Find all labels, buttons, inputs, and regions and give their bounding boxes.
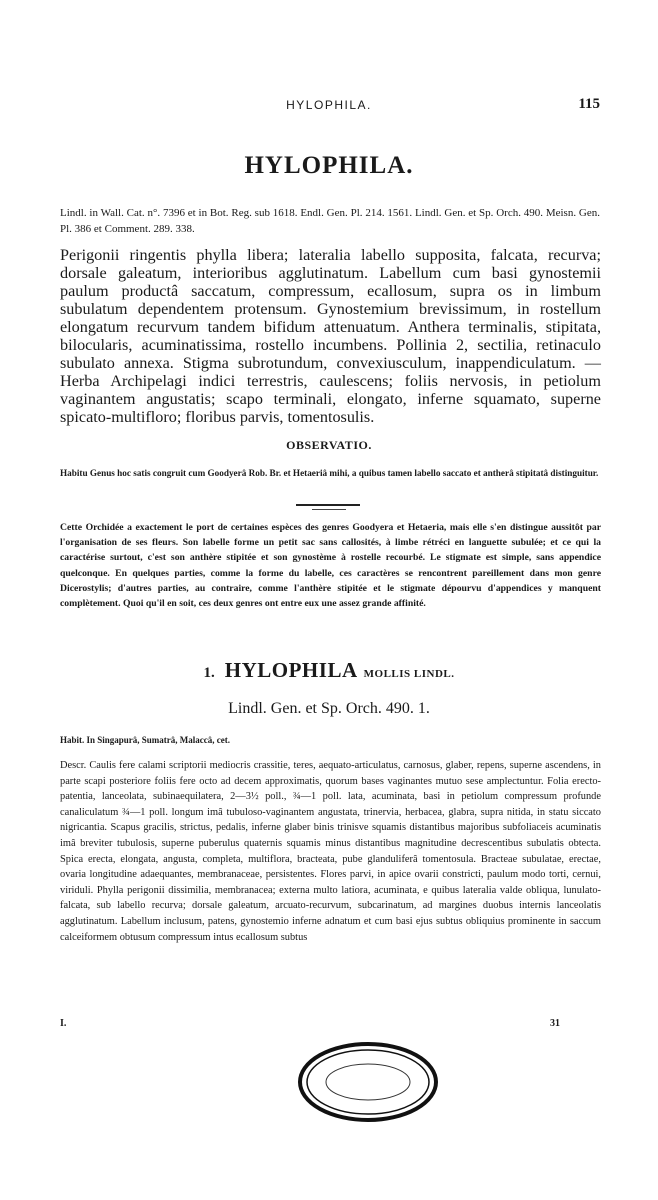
species-description: Descr. Caulis fere calami scriptorii mediocris crassitie, teres, aequato-articulatus, carnosus, glaber, repens, superne ascendens, in parte scapi posteriore foliis fere octo ad decem approximatis, quorum bases vaginantes mutuo sese amplectuntur. Folia erecto-patentia, lanceolata, subinaequilatera, 2—3½ poll., ¾—1 poll. lata, acuminata, basi in petiolum compressum profunde canaliculatum ¾—1 poll. longum imâ tubuloso-vaginantem angustata, trinervia, herbacea, glabra, supra nitida, in statu siccato nigricantia. Scapus gracilis, strictus, pedalis, inferne glaber binis trinisve squamis distantibus majoribus subfoliaceis acuminatis imâ breviter tubulosis, superne puberulus quaternis squamis minus distantibus magnitudine decrescentibus subulatis obtecta. Spica erecta, elongata, angusta, completa, multiflora, bracteata, pube glanduliferâ tomentosula. Bracteae subulatae, erectae, ovaria longitudine adaequantes, membranaceae, persistentes. Flores parvi, in apice ovarii constricti, paulum modo torti, cernui, viriduli. Phylla perigonii dissimilia, membranacea; externa multo latiora, acuminata, e quibus lateralia valde obliqua, lunulato-falcata, sub labello recurva; dorsale galeatum, arcuato-recurvum, subcarinatum, ad margines duobus internis lanceolatis agglutinatum. Labellum inclusum, patens, gynostemio inferne adnatum et cum basi ejus subtus obliquius prominente in saccum calceiformem obtusum compressum intus ecallosum subtus: [60, 760, 601, 943]
observatio-text: Habitu Genus hoc satis congruit cum Goodyerâ Rob. Br. et Hetaeriâ mihi, a quibus tamen labello saccato et antherâ stipitatâ distinguitur.: [60, 468, 599, 478]
running-head: HYLOPHILA.: [286, 98, 372, 112]
generic-description: Perigonii ringentis phylla libera; lateralia labello supposita, falcata, recurva; dorsale galeatum, interioribus agglutinatum. Labellum cum basi gynostemii paulum productâ saccatum, compressum, ecallosum, supra os in limbum subulatum dependentem protensum. Gynostemium brevissimum, in rostellum elongatum recurvum tandem bifidum attenuatum. Anthera terminalis, stipitata, bilocularis, acuminatissima, rostello incumbens. Pollinia 2, sectilia, retinaculo subulato annexa. Stigma subrotundum, convexiusculum, inappendiculatum. — Herba Archipelagi indici terrestris, caulescens; foliis nervosis, in petiolum vaginantem angustatis; scapo terminali, elongato, inferne squamato, superne spicato-multifloro; floribus parvis, tomentosulis.: [60, 246, 601, 426]
signature-mark: I.: [60, 1018, 67, 1029]
genus-title: HYLOPHILA.: [244, 152, 414, 179]
species-epithet: MOLLIS LINDL.: [363, 668, 455, 680]
bibliographic-references: Lindl. in Wall. Cat. n°. 7396 et in Bot. Reg. sub 1618. Endl. Gen. Pl. 214. 1561. Lindl. Gen. et Sp. Orch. 490. Meisn. Gen. Pl. 386 et Comment. 289. 338.: [60, 207, 600, 235]
species-genus: HYLOPHILA: [224, 658, 358, 682]
species-habitat: Habit. In Singapurâ, Sumatrâ, Malaccâ, cet.: [60, 735, 230, 745]
species-reference: Lindl. Gen. et Sp. Orch. 490. 1.: [228, 700, 430, 717]
section-divider-thin: [312, 509, 346, 510]
signature-number: 31: [550, 1018, 560, 1029]
section-divider: [296, 504, 360, 506]
observatio-heading: OBSERVATIO.: [286, 438, 372, 452]
library-stamp: [296, 1040, 440, 1124]
stamp-seal-icon: [296, 1040, 440, 1124]
species-number: 1.: [203, 665, 215, 681]
french-note: Cette Orchidée a exactement le port de certaines espèces des genres Goodyera et Hetaeria, mais elle s'en distingue aussitôt par l'organisation de ses fleurs. Son labelle forme un petit sac sans callosités, à limbe rétréci en languette subulée; et ce qui la caractérise surtout, c'est son anthère stipitée et son gynostème à rostelle recourbé. Le stigmate est simple, sans appendice quelconque. En quelques parties, comme la forme du labelle, ces caractères se rencontrent pareillement dans mon genre Dicerostylis; d'autres parties, au contraire, comme l'anthère stipitée et le stigmate dépourvu d'appendices y manquent complètement. Quoi qu'il en soit, ces deux genres ont entre eux une assez grande affinité.: [60, 522, 601, 610]
page-number: 115: [578, 96, 600, 112]
species-heading: [0, 658, 658, 683]
